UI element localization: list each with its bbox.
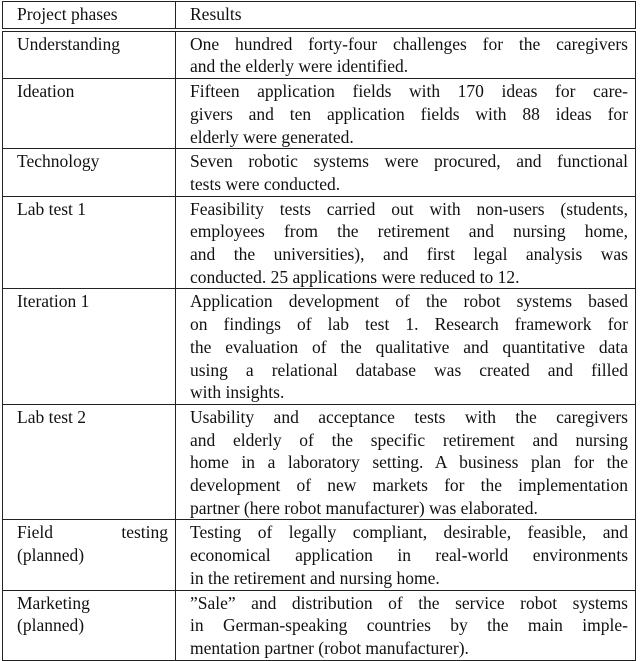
result-cell <box>176 196 636 289</box>
cell-text-line: in German-speaking countries by the main imple- <box>190 615 628 636</box>
phase-cell <box>3 79 176 149</box>
cell-text-line: Marketing <box>17 592 90 613</box>
cell-text-line: development of new markets for the implementation <box>190 475 628 496</box>
table-row <box>3 30 636 79</box>
table-row <box>3 520 636 590</box>
result-cell <box>176 520 636 590</box>
table-row <box>3 289 636 405</box>
table-row <box>3 149 636 196</box>
cell-text-line: (planned) <box>17 545 85 566</box>
cell-text-line: partner (here robot manufacturer) was elaborated. <box>190 497 538 518</box>
cell-text-line: home in a laboratory setting. A business plan for the <box>190 452 628 473</box>
cell-text-line: and the elderly were identified. <box>190 56 409 77</box>
cell-text-line: Iteration 1 <box>17 291 90 312</box>
table-row <box>3 196 636 289</box>
cell-text-line: Seven robotic systems were procured, and functional <box>190 151 628 172</box>
cell-text-line: Lab test 1 <box>17 198 87 219</box>
cell-text-line: elderly were generated. <box>190 126 354 147</box>
cell-text-line: One hundred forty-four challenges for the caregivers <box>190 33 628 54</box>
cell-text-line: conducted. 25 applications were reduced to 12. <box>190 266 520 287</box>
cell-text-line: using a relational database was created and filled <box>190 359 628 380</box>
cell-text-line: employees from the retirement and nursing home, <box>190 221 628 242</box>
header-results: Results <box>176 2 636 30</box>
cell-text-line: Technology <box>17 151 100 172</box>
phase-cell <box>3 520 176 590</box>
project-phases-table <box>2 1 636 661</box>
result-cell <box>176 289 636 405</box>
cell-text-line: in the retirement and nursing home. <box>190 567 440 588</box>
phase-cell <box>3 404 176 520</box>
cell-text-line: Testing of legally compliant, desirable, feasible, and <box>190 522 628 543</box>
cell-text-line: the evaluation of the qualitative and quantitative data <box>190 336 628 357</box>
cell-text-line: Field testing <box>17 522 168 543</box>
cell-text-line: Feasibility tests carried out with non-users (students, <box>190 198 628 219</box>
cell-text-line: (planned) <box>17 615 85 636</box>
phase-cell <box>3 196 176 289</box>
cell-text-line: Ideation <box>17 81 75 102</box>
cell-text-line: and elderly of the specific retirement and nursing <box>190 429 628 450</box>
phase-cell <box>3 289 176 405</box>
cell-text-line: givers and ten application fields with 88 ideas for <box>190 103 628 124</box>
result-cell <box>176 404 636 520</box>
cell-text-line: Fifteen application fields with 170 ideas for care- <box>190 81 628 102</box>
cell-text-line: Understanding <box>17 33 121 54</box>
cell-text-line: mentation partner (robot manufacturer). <box>190 637 469 658</box>
table-row <box>3 590 636 660</box>
phase-cell <box>3 590 176 660</box>
cell-text-line: economical application in real-world environments <box>190 545 628 566</box>
result-cell <box>176 149 636 196</box>
cell-text-line: and the universities), and first legal analysis was <box>190 244 628 265</box>
table-row <box>3 404 636 520</box>
cell-text-line: Lab test 2 <box>17 406 87 427</box>
cell-text-line: with insights. <box>190 382 285 403</box>
result-cell <box>176 590 636 660</box>
phase-cell <box>3 149 176 196</box>
header-project-phases: Project phases <box>3 2 176 30</box>
table-row <box>3 79 636 149</box>
cell-text-line: tests were conducted. <box>190 173 341 194</box>
table-header-row <box>3 2 636 30</box>
result-cell <box>176 79 636 149</box>
cell-text-line: on findings of lab test 1. Research framework for <box>190 314 628 335</box>
cell-text-line: Application development of the robot systems based <box>190 291 628 312</box>
result-cell <box>176 30 636 79</box>
cell-text-line: ”Sale” and distribution of the service robot systems <box>190 592 628 613</box>
phase-cell <box>3 30 176 79</box>
cell-text-line: Usability and acceptance tests with the caregivers <box>190 406 628 427</box>
